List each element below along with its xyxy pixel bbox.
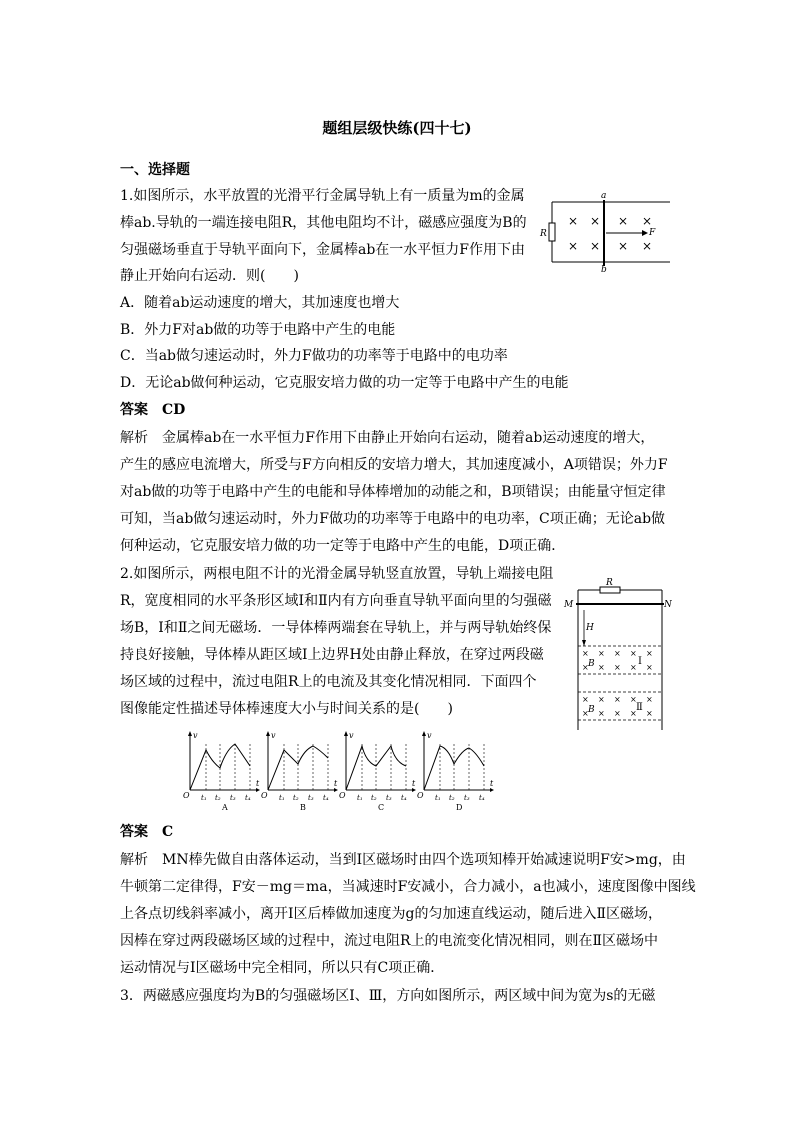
q1-answer: 答案 CD bbox=[120, 402, 186, 418]
cross-mark: × bbox=[614, 695, 621, 704]
q2-analysis-line-4: 因棒在穿过两段磁场区域的过程中，流过电阻R上的电流变化情况相同，则在Ⅱ区磁场中 bbox=[120, 933, 659, 949]
q1-analysis-line-5: 何种运动，它克服安培力做的功一定等于电路中产生的电能，D项正确． bbox=[120, 538, 566, 554]
cross-mark: × bbox=[646, 695, 653, 704]
tick-t3: t₃ bbox=[230, 794, 236, 802]
axis-label-t: t bbox=[256, 779, 260, 788]
axis-origin: O bbox=[339, 791, 346, 800]
axis-label-t: t bbox=[490, 779, 494, 788]
cross-mark: × bbox=[614, 663, 621, 672]
cross-mark: × bbox=[646, 649, 653, 658]
tick-t1: t₁ bbox=[357, 794, 363, 802]
q1-label-b: b bbox=[601, 265, 607, 272]
q2-vt-graphs bbox=[180, 728, 500, 812]
cross-mark: × bbox=[614, 649, 621, 658]
axis-label-v: v bbox=[427, 731, 432, 740]
cross-mark: × bbox=[630, 709, 637, 718]
tick-t4: t₄ bbox=[401, 794, 407, 802]
graph-c bbox=[339, 731, 416, 812]
q1-line-2: 棒ab.导轨的一端连接电阻R，其他电阻均不计，磁感应强度为B的 bbox=[120, 215, 527, 231]
q2-label-B1: B bbox=[588, 659, 595, 669]
q1-label-R: R bbox=[540, 229, 547, 239]
q1-analysis-line-1: 解析 金属棒ab在一水平恒力F作用下由静止开始向右运动，随着ab运动速度的增大， bbox=[120, 430, 655, 446]
q2-analysis-line-1: 解析 MN棒先做自由落体运动，当到Ⅰ区磁场时由四个选项知棒开始减速说明F安>mg，由 bbox=[120, 852, 686, 868]
q1-analysis-line-4: 可知，当ab做匀速运动时，外力F做功的功率等于电路中的电功率，C项正确；无论ab做 bbox=[120, 511, 666, 527]
q1-label-a: a bbox=[601, 191, 607, 201]
q1-option-a: A．随着ab运动速度的增大，其加速度也增大 bbox=[120, 295, 400, 311]
cross-mark: × bbox=[646, 709, 653, 718]
q2-label-H: H bbox=[586, 623, 594, 633]
q2-line-2: R，宽度相同的水平条形区域Ⅰ和Ⅱ内有方向垂直导轨平面向里的匀强磁 bbox=[120, 593, 552, 609]
tick-t2: t₂ bbox=[293, 794, 299, 802]
cross-mark: × bbox=[614, 709, 621, 718]
cross-mark: × bbox=[582, 695, 589, 704]
q2-label-region-II: Ⅱ bbox=[636, 702, 643, 713]
cross-mark: × bbox=[582, 709, 589, 718]
q1-line-1: 1.如图所示，水平放置的光滑平行金属导轨上有一质量为m的金属 bbox=[120, 188, 525, 204]
cross-mark: × bbox=[630, 663, 637, 672]
cross-mark: × bbox=[598, 695, 605, 704]
axis-label-v: v bbox=[271, 731, 276, 740]
q2-label-B2: B bbox=[588, 705, 595, 715]
q2-label-region-I: Ⅰ bbox=[638, 656, 642, 667]
graph-b bbox=[261, 731, 338, 812]
q2-analysis-line-5: 运动情况与Ⅰ区磁场中完全相同，所以只有C项正确． bbox=[120, 960, 445, 976]
axis-label-t: t bbox=[334, 779, 338, 788]
axis-origin: O bbox=[261, 791, 268, 800]
graph-label-d: D bbox=[456, 803, 463, 812]
cross-mark: × bbox=[568, 239, 579, 253]
q2-label-M: M bbox=[564, 600, 574, 610]
q2-line-4: 持良好接触，导体棒从距区域Ⅰ上边界H处由静止释放，在穿过两段磁 bbox=[120, 647, 544, 663]
cross-mark: × bbox=[642, 239, 653, 253]
tick-t1: t₁ bbox=[201, 794, 207, 802]
q2-analysis-line-2: 牛顿第二定律得，F安－mg＝ma，当减速时F安减小，合力减小，a也减小，速度图像中图线 bbox=[120, 879, 696, 895]
q2-answer: 答案 C bbox=[120, 824, 174, 840]
cross-mark: × bbox=[582, 649, 589, 658]
q1-analysis-line-2: 产生的感应电流增大，所受与F方向相反的安培力增大，其加速度减小，A项错误；外力F bbox=[120, 457, 668, 473]
axis-origin: O bbox=[417, 791, 424, 800]
graph-a bbox=[183, 731, 260, 812]
q2-line-5: 场区域的过程中，流过电阻R上的电流及其变化情况相同．下面四个 bbox=[120, 674, 537, 690]
tick-t2: t₂ bbox=[371, 794, 377, 802]
cross-mark: × bbox=[598, 649, 605, 658]
cross-mark: × bbox=[642, 214, 653, 228]
cross-mark: × bbox=[646, 663, 653, 672]
q2-rail-figure bbox=[562, 576, 672, 732]
cross-mark: × bbox=[582, 663, 589, 672]
q2-line-1: 2.如图所示，两根电阻不计的光滑金属导轨竖直放置，导轨上端接电阻 bbox=[120, 566, 554, 582]
tick-t1: t₁ bbox=[435, 794, 441, 802]
tick-t3: t₃ bbox=[386, 794, 392, 802]
q1-option-d: D．无论ab做何种运动，它克服安培力做的功一定等于电路中产生的电能 bbox=[120, 375, 569, 391]
tick-t4: t₄ bbox=[479, 794, 485, 802]
cross-mark: × bbox=[630, 695, 637, 704]
page-title: 题组层级快练(四十七) bbox=[322, 119, 472, 137]
tick-t3: t₃ bbox=[464, 794, 470, 802]
tick-t4: t₄ bbox=[245, 794, 251, 802]
q1-line-4: 静止开始向右运动．则( ) bbox=[120, 268, 299, 284]
q2-line-3: 场B，Ⅰ和Ⅱ之间无磁场．一导体棒两端套在导轨上，并与两导轨始终保 bbox=[120, 620, 552, 636]
tick-t1: t₁ bbox=[279, 794, 285, 802]
graph-label-b: B bbox=[300, 803, 306, 812]
q3-line-1: 3．两磁感应强度均为B的匀强磁场区Ⅰ、Ⅲ，方向如图所示，两区域中间为宽为s的无磁 bbox=[120, 988, 656, 1004]
cross-mark: × bbox=[618, 239, 629, 253]
tick-t2: t₂ bbox=[449, 794, 455, 802]
q2-analysis-line-3: 上各点切线斜率减小，离开Ⅰ区后棒做加速度为g的匀加速直线运动，随后进入Ⅱ区磁场， bbox=[120, 906, 663, 922]
q2-label-R: R bbox=[606, 578, 613, 588]
cross-mark: × bbox=[598, 709, 605, 718]
axis-origin: O bbox=[183, 791, 190, 800]
axis-label-v: v bbox=[193, 731, 198, 740]
q1-option-c: C．当ab做匀速运动时，外力F做功的功率等于电路中的电功率 bbox=[120, 348, 508, 364]
q1-circuit-figure bbox=[538, 190, 680, 272]
section-heading: 一、选择题 bbox=[120, 162, 190, 178]
cross-mark: × bbox=[618, 214, 629, 228]
q2-label-N: N bbox=[664, 600, 672, 610]
tick-t3: t₃ bbox=[308, 794, 314, 802]
tick-t4: t₄ bbox=[323, 794, 329, 802]
graph-label-c: C bbox=[378, 803, 385, 812]
cross-mark: × bbox=[590, 239, 601, 253]
cross-mark: × bbox=[630, 649, 637, 658]
q1-analysis-line-3: 对ab做的功等于电路中产生的电能和导体棒增加的动能之和，B项错误；由能量守恒定律 bbox=[120, 484, 666, 500]
graph-d bbox=[417, 731, 494, 812]
cross-mark: × bbox=[590, 214, 601, 228]
q1-label-F: F bbox=[649, 228, 656, 238]
q2-line-6: 图像能定性描述导体棒速度大小与时间关系的是( ) bbox=[120, 701, 453, 717]
graph-label-a: A bbox=[222, 803, 228, 812]
axis-label-v: v bbox=[349, 731, 354, 740]
q1-line-3: 匀强磁场垂直于导轨平面向下，金属棒ab在一水平恒力F作用下由 bbox=[120, 242, 526, 258]
cross-mark: × bbox=[568, 214, 579, 228]
cross-mark: × bbox=[598, 663, 605, 672]
q1-option-b: B．外力F对ab做的功等于电路中产生的电能 bbox=[120, 322, 396, 338]
axis-label-t: t bbox=[412, 779, 416, 788]
tick-t2: t₂ bbox=[215, 794, 221, 802]
